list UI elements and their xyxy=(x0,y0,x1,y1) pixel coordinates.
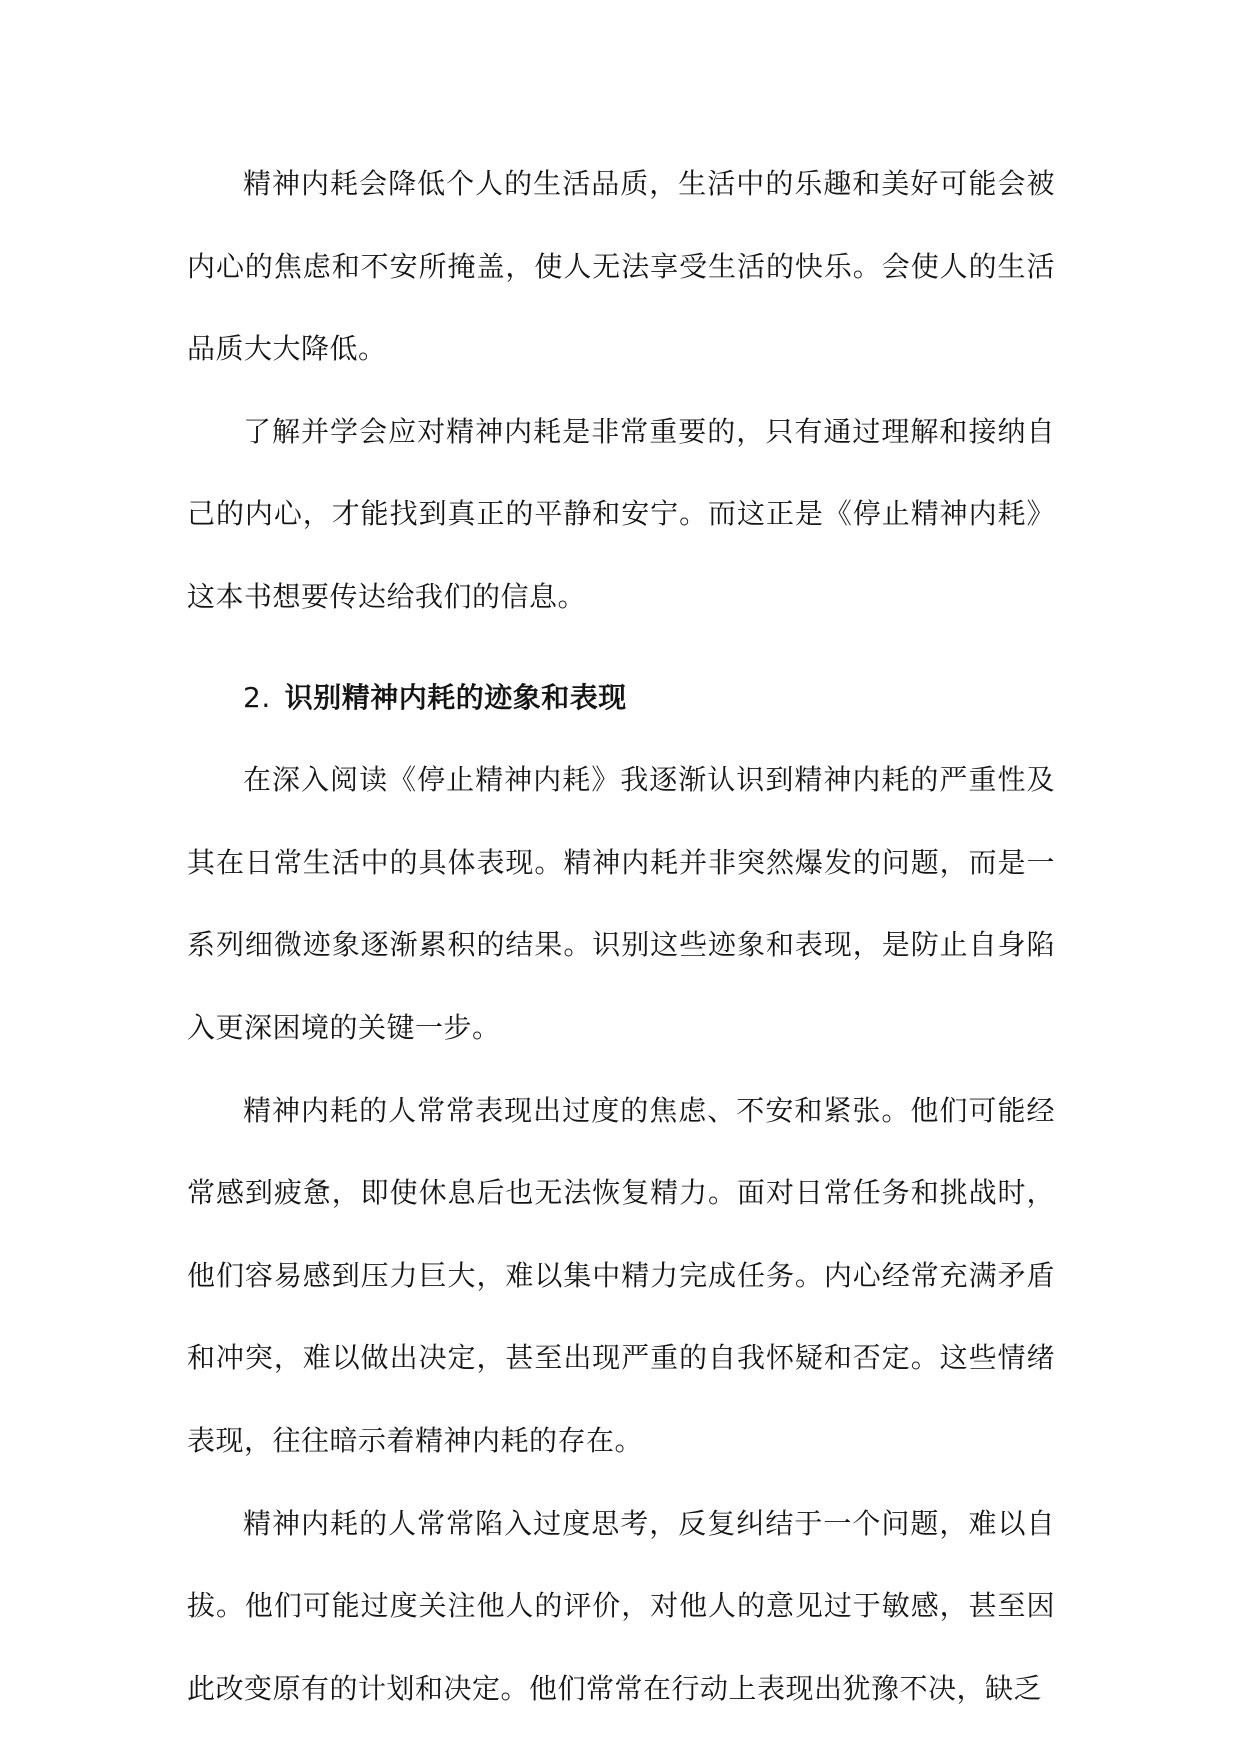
body-paragraph: 精神内耗会降低个人的生活品质，生活中的乐趣和美好可能会被内心的焦虑和不安所掩盖，使人无法享受生活的快乐。会使人的生活品质大大降低。 xyxy=(187,167,1055,366)
section-title: 识别精神内耗的迹象和表现 xyxy=(284,680,627,714)
body-paragraph: 了解并学会应对精神内耗是非常重要的，只有通过理解和接纳自己的内心，才能找到真正的平静和安宁。而这正是《停止精神内耗》这本书想要传达给我们的信息。 xyxy=(187,414,1055,613)
section-number: 2. xyxy=(243,680,271,714)
body-paragraph: 精神内耗的人常常陷入过度思考，反复纠结于一个问题，难以自拔。他们可能过度关注他人的评价，对他人的意见过于敏感，甚至因此改变原有的计划和决定。他们常常在行动上表现出犹豫不决，缺乏 xyxy=(187,1506,1055,1705)
page-content xyxy=(187,143,1055,1730)
body-paragraph: 精神内耗的人常常表现出过度的焦虑、不安和紧张。他们可能经常感到疲惫，即使休息后也无法恢复精力。面对日常任务和挑战时，他们容易感到压力巨大，难以集中精力完成任务。内心经常充满矛盾和冲突，难以做出决定，甚至出现严重的自我怀疑和否定。这些情绪表现，往往暗示着精神内耗的存在。 xyxy=(187,1093,1055,1457)
body-paragraph: 在深入阅读《停止精神内耗》我逐渐认识到精神内耗的严重性及其在日常生活中的具体表现。精神内耗并非突然爆发的问题，而是一系列细微迹象逐渐累积的结果。识别这些迹象和表现，是防止自身陷入更深困境的关键一步。 xyxy=(187,763,1055,1044)
section-heading xyxy=(187,657,1055,740)
